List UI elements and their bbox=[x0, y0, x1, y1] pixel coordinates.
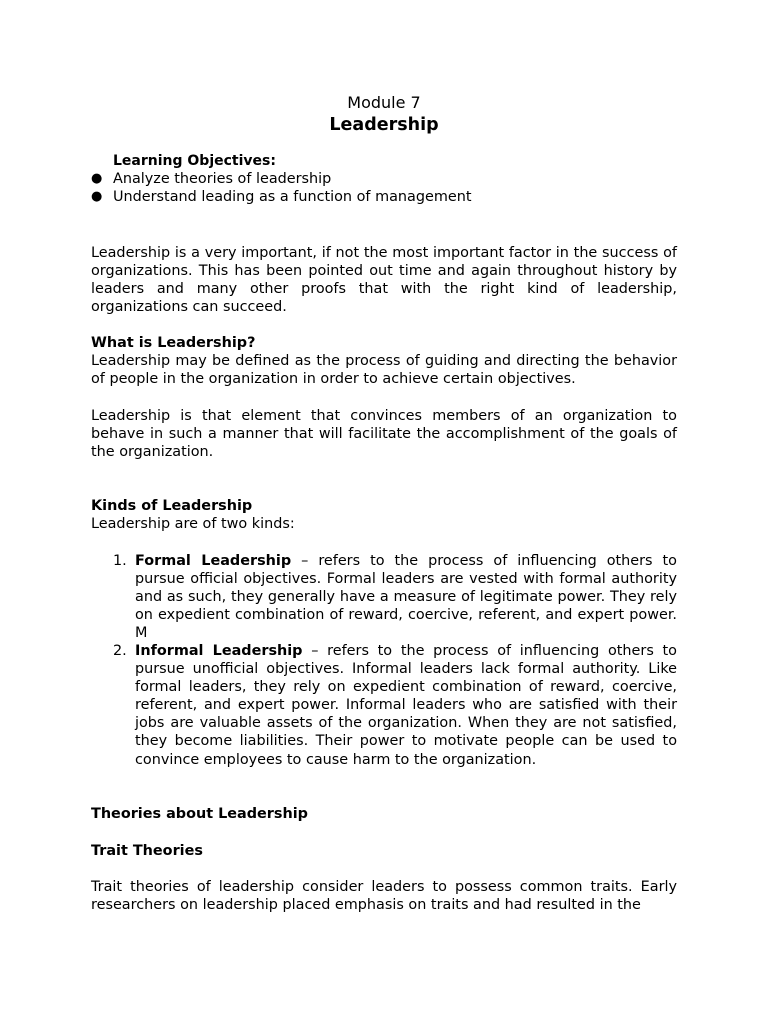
what-is-paragraph-1: Leadership may be defined as the process of guiding and directing the behavior of people in the organization in order to achieve certain objectives. bbox=[91, 353, 677, 388]
theories-heading: Theories about Leadership bbox=[91, 806, 308, 822]
kinds-heading: Kinds of Leadership bbox=[91, 498, 253, 514]
list-number: 2. bbox=[113, 643, 127, 659]
module-number: Module 7 bbox=[347, 93, 421, 112]
objective-text: Understand leading as a function of management bbox=[113, 189, 472, 205]
list-item bbox=[91, 552, 677, 642]
list-term: Formal Leadership bbox=[135, 553, 292, 569]
list-text: – refers to the process of influencing others to pursue unofficial objectives. Informal leaders lack formal authority. Like formal leaders, they rely on expedient combination of reward, coercive, referent, and expert power. Informal leaders who are satisfied with their jobs are valuable assets of the organization. When they are not satisfied, they become liabilities. Their power to motivate people can be used to convince employees to cause harm to the organization. bbox=[135, 643, 677, 768]
objective-text: Analyze theories of leadership bbox=[113, 171, 332, 187]
list-item bbox=[91, 642, 677, 769]
list-term: Informal Leadership bbox=[135, 643, 303, 659]
module-title: Leadership bbox=[329, 115, 439, 135]
trait-theories-paragraph: Trait theories of leadership consider leaders to possess common traits. Early researchers on leadership placed emphasis on traits and had resulted in the bbox=[91, 879, 677, 914]
what-is-heading: What is Leadership? bbox=[91, 335, 256, 351]
learning-objectives-heading: Learning Objectives: bbox=[113, 153, 276, 169]
bullet-icon: ● bbox=[91, 171, 103, 186]
intro-paragraph: Leadership is a very important, if not the most important factor in the success of organizations. This has been pointed out time and again throughout history by leaders and many other proofs that with the right kind of leadership, organizations can succeed. bbox=[91, 245, 677, 316]
list-text: – refers to the process of influencing others to pursue official objectives. Formal leaders are vested with formal authority and as such, they generally have a measure of legitimate power. They rely on expedient combination of reward, coercive, referent, and expert power. M bbox=[135, 553, 677, 642]
list-number: 1. bbox=[113, 553, 127, 569]
trait-theories-heading: Trait Theories bbox=[91, 843, 203, 859]
kinds-intro: Leadership are of two kinds: bbox=[91, 516, 295, 532]
what-is-paragraph-2: Leadership is that element that convinces members of an organization to behave in such a manner that will facilitate the accomplishment of the goals of the organization. bbox=[91, 408, 677, 461]
bullet-icon: ● bbox=[91, 189, 103, 204]
